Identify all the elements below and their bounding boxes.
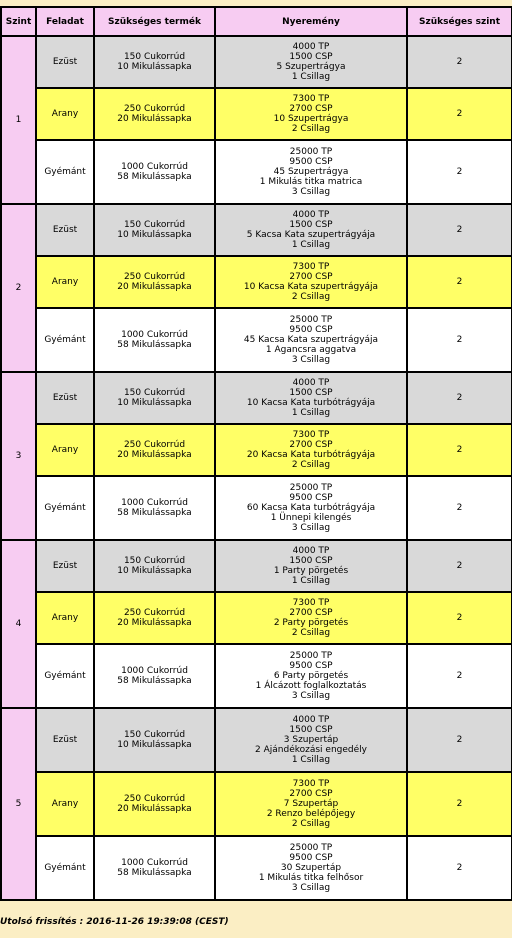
required-items-cell: 1000 Cukorrúd 58 Mikulássapka [94,308,215,372]
table-row [1,644,512,708]
task-cell: Gyémánt [36,644,94,708]
reward-cell: 4000 TP 1500 CSP 1 Party pörgetés 1 Csillag [215,540,407,592]
reward-cell: 7300 TP 2700 CSP 2 Party pörgetés 2 Csillag [215,592,407,644]
reward-cell: 25000 TP 9500 CSP 6 Party pörgetés 1 Álcázott foglalkoztatás 3 Csillag [215,644,407,708]
header-required-items: Szükséges termék [94,7,215,36]
table-row [1,36,512,88]
table-row [1,256,512,308]
task-cell: Ezüst [36,36,94,88]
task-cell: Gyémánt [36,140,94,204]
required-items-cell: 250 Cukorrúd 20 Mikulássapka [94,772,215,836]
table-row [1,88,512,140]
required-items-cell: 1000 Cukorrúd 58 Mikulássapka [94,836,215,900]
required-items-cell: 150 Cukorrúd 10 Mikulássapka [94,372,215,424]
required-level-cell: 2 [407,372,512,424]
required-level-cell: 2 [407,308,512,372]
reward-cell: 4000 TP 1500 CSP 5 Szupertrágya 1 Csillag [215,36,407,88]
task-cell: Arany [36,256,94,308]
level-cell: 2 [1,204,36,372]
required-items-cell: 1000 Cukorrúd 58 Mikulássapka [94,476,215,540]
header-required-level: Szükséges szint [407,7,512,36]
reward-table [0,6,512,901]
reward-cell: 7300 TP 2700 CSP 10 Kacsa Kata szupertrágyája 2 Csillag [215,256,407,308]
required-level-cell: 2 [407,424,512,476]
task-cell: Ezüst [36,204,94,256]
level-cell: 4 [1,540,36,708]
required-level-cell: 2 [407,476,512,540]
task-cell: Gyémánt [36,836,94,900]
required-level-cell: 2 [407,772,512,836]
required-items-cell: 250 Cukorrúd 20 Mikulássapka [94,256,215,308]
table-row [1,476,512,540]
required-items-cell: 1000 Cukorrúd 58 Mikulássapka [94,140,215,204]
reward-cell: 4000 TP 1500 CSP 5 Kacsa Kata szupertrágyája 1 Csillag [215,204,407,256]
required-items-cell: 150 Cukorrúd 10 Mikulássapka [94,36,215,88]
required-level-cell: 2 [407,540,512,592]
table-row [1,204,512,256]
reward-cell: 25000 TP 9500 CSP 45 Szupertrágya 1 Mikulás titka matrica 3 Csillag [215,140,407,204]
reward-cell: 4000 TP 1500 CSP 10 Kacsa Kata turbótrágyája 1 Csillag [215,372,407,424]
task-cell: Arany [36,592,94,644]
required-level-cell: 2 [407,836,512,900]
reward-cell: 25000 TP 9500 CSP 30 Szupertáp 1 Mikulás titka felhősor 3 Csillag [215,836,407,900]
table-row [1,140,512,204]
required-level-cell: 2 [407,140,512,204]
table-row [1,708,512,772]
table-row [1,836,512,900]
required-level-cell: 2 [407,36,512,88]
reward-cell: 7300 TP 2700 CSP 7 Szupertáp 2 Renzo belépőjegy 2 Csillag [215,772,407,836]
table-row [1,540,512,592]
header-level: Szint [1,7,36,36]
task-cell: Gyémánt [36,308,94,372]
task-cell: Ezüst [36,372,94,424]
table-row [1,592,512,644]
task-cell: Arany [36,88,94,140]
last-updated-text: Utolsó frissítés : 2016-11-26 19:39:08 (CEST) [0,917,229,927]
level-cell: 3 [1,372,36,540]
reward-cell: 7300 TP 2700 CSP 20 Kacsa Kata turbótrágyája 2 Csillag [215,424,407,476]
header-reward: Nyeremény [215,7,407,36]
table-row [1,372,512,424]
task-cell: Gyémánt [36,476,94,540]
required-level-cell: 2 [407,204,512,256]
table-row [1,308,512,372]
required-level-cell: 2 [407,644,512,708]
required-level-cell: 2 [407,256,512,308]
reward-cell: 25000 TP 9500 CSP 45 Kacsa Kata szupertrágyája 1 Agancsra aggatva 3 Csillag [215,308,407,372]
required-items-cell: 250 Cukorrúd 20 Mikulássapka [94,424,215,476]
reward-cell: 7300 TP 2700 CSP 10 Szupertrágya 2 Csillag [215,88,407,140]
required-items-cell: 250 Cukorrúd 20 Mikulássapka [94,592,215,644]
required-level-cell: 2 [407,88,512,140]
task-cell: Arany [36,772,94,836]
level-cell: 5 [1,708,36,900]
required-items-cell: 1000 Cukorrúd 58 Mikulássapka [94,644,215,708]
table-row [1,772,512,836]
task-cell: Arany [36,424,94,476]
task-cell: Ezüst [36,540,94,592]
reward-cell: 4000 TP 1500 CSP 3 Szupertáp 2 Ajándékozási engedély 1 Csillag [215,708,407,772]
header-task: Feladat [36,7,94,36]
table-row [1,424,512,476]
required-items-cell: 250 Cukorrúd 20 Mikulássapka [94,88,215,140]
required-items-cell: 150 Cukorrúd 10 Mikulássapka [94,540,215,592]
header-row [1,7,512,36]
required-level-cell: 2 [407,708,512,772]
required-items-cell: 150 Cukorrúd 10 Mikulássapka [94,204,215,256]
required-level-cell: 2 [407,592,512,644]
reward-cell: 25000 TP 9500 CSP 60 Kacsa Kata turbótrágyája 1 Ünnepi kilengés 3 Csillag [215,476,407,540]
required-items-cell: 150 Cukorrúd 10 Mikulássapka [94,708,215,772]
task-cell: Ezüst [36,708,94,772]
level-cell: 1 [1,36,36,204]
